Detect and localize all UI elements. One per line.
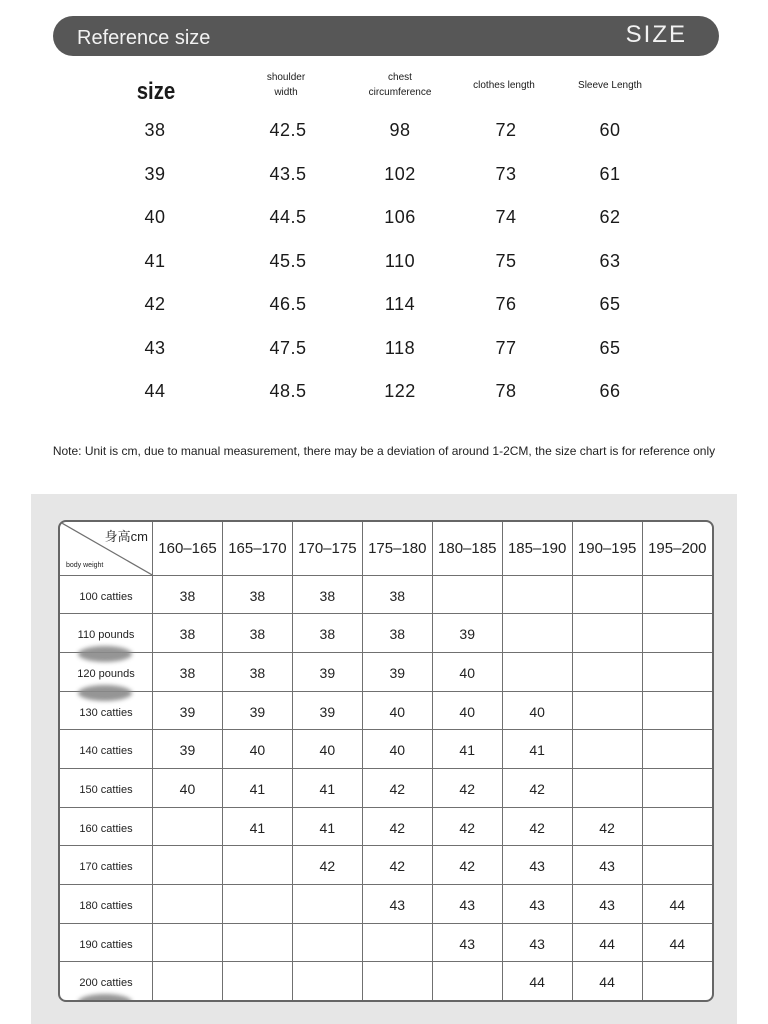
size-cell — [292, 923, 362, 962]
size-cell-sleeve-length: 62 — [599, 207, 621, 227]
weight-height-header-row — [60, 522, 712, 575]
size-cell-clothes-length: 78 — [495, 381, 517, 401]
banner-size-label: SIZE — [625, 21, 687, 48]
size-cell — [572, 691, 642, 730]
size-cell: 38 — [292, 575, 362, 614]
size-cell: 43 — [502, 846, 572, 885]
size-cell-sleeve-length: 65 — [599, 294, 621, 314]
height-column-header: 175–180 — [362, 522, 432, 575]
size-cell: 38 — [222, 614, 292, 653]
size-row — [0, 381, 768, 411]
size-cell-shoulder-width: 42.5 — [269, 120, 307, 140]
height-column-header: 185–190 — [502, 522, 572, 575]
size-cell — [153, 885, 223, 924]
weight-row-label-text: 130 catties — [79, 706, 133, 719]
size-cell: 43 — [432, 923, 502, 962]
size-cell: 42 — [432, 769, 502, 808]
weight-height-table — [58, 520, 714, 1002]
size-cell — [572, 575, 642, 614]
size-cell: 43 — [502, 923, 572, 962]
size-cell: 38 — [153, 653, 223, 692]
weight-row-label-text: 140 catties — [79, 745, 133, 758]
size-cell-shoulder-width: 46.5 — [269, 294, 307, 314]
size-row — [0, 120, 768, 150]
size-cell — [642, 807, 712, 846]
size-cell-size: 38 — [144, 120, 166, 140]
size-cell-size: 43 — [144, 337, 166, 358]
table-row — [60, 575, 712, 614]
weight-row-label — [60, 575, 153, 614]
table-row — [60, 614, 712, 653]
size-cell-size: 39 — [144, 163, 166, 184]
size-cell — [222, 885, 292, 924]
size-cell-sleeve-length: 61 — [599, 163, 621, 184]
size-cell — [362, 962, 432, 1000]
size-cell-sleeve-length: 63 — [599, 250, 621, 271]
size-cell — [362, 923, 432, 962]
size-cell — [572, 614, 642, 653]
table-row — [60, 885, 712, 924]
size-cell-chest-circumference: 98 — [389, 120, 411, 140]
size-cell — [642, 653, 712, 692]
header-banner — [53, 16, 719, 56]
size-cell: 39 — [362, 653, 432, 692]
height-column-header: 170–175 — [292, 522, 362, 575]
table-row — [60, 807, 712, 846]
size-cell: 42 — [432, 846, 502, 885]
size-cell-clothes-length: 75 — [495, 250, 517, 271]
weight-row-label-text: 180 catties — [79, 899, 133, 912]
size-cell: 41 — [292, 807, 362, 846]
weight-row-label-text: 190 catties — [79, 938, 133, 951]
size-cell: 39 — [153, 730, 223, 769]
shadow-smudge — [78, 994, 132, 1002]
size-cell-chest-circumference: 102 — [384, 163, 416, 184]
size-cell: 42 — [292, 846, 362, 885]
size-cell: 42 — [362, 846, 432, 885]
size-cell-size: 44 — [144, 381, 166, 401]
weight-row-label — [60, 923, 153, 962]
table-row — [60, 653, 712, 692]
measurement-note: Note: Unit is cm, due to manual measurement, there may be a deviation of around 1-2CM, the size chart is for reference only — [52, 444, 716, 458]
size-cell-chest-circumference: 106 — [384, 207, 416, 227]
size-cell: 39 — [292, 691, 362, 730]
size-cell: 38 — [222, 575, 292, 614]
size-cell: 44 — [502, 962, 572, 1000]
header-size: size — [136, 78, 176, 105]
size-cell: 39 — [222, 691, 292, 730]
header-shoulder-width: shoulder width — [266, 72, 306, 98]
size-cell — [642, 691, 712, 730]
size-cell — [502, 614, 572, 653]
table-row — [60, 923, 712, 962]
height-column-header: 195–200 — [642, 522, 712, 575]
weight-row-label — [60, 653, 153, 692]
size-cell: 41 — [222, 769, 292, 808]
size-cell: 43 — [572, 846, 642, 885]
corner-weight-label: body weight — [66, 561, 104, 569]
size-row — [0, 294, 768, 324]
size-cell: 38 — [153, 614, 223, 653]
height-column-header: 160–165 — [153, 522, 223, 575]
size-cell — [222, 923, 292, 962]
weight-row-label-text: 120 pounds — [77, 667, 135, 680]
size-cell-size: 42 — [144, 294, 166, 314]
weight-row-label — [60, 807, 153, 846]
size-cell-shoulder-width: 47.5 — [269, 337, 307, 358]
size-cell-clothes-length: 77 — [495, 337, 517, 358]
size-cell — [292, 885, 362, 924]
size-cell — [153, 923, 223, 962]
size-cell-sleeve-length: 66 — [599, 381, 621, 401]
size-cell: 40 — [362, 691, 432, 730]
size-cell: 43 — [502, 885, 572, 924]
size-cell: 42 — [502, 769, 572, 808]
weight-row-label — [60, 846, 153, 885]
size-cell: 40 — [153, 769, 223, 808]
size-cell-clothes-length: 76 — [495, 294, 517, 314]
table-row — [60, 730, 712, 769]
weight-row-label-text: 170 catties — [79, 861, 133, 874]
weight-row-label-text: 100 catties — [79, 590, 133, 603]
height-column-header: 180–185 — [432, 522, 502, 575]
size-cell-sleeve-length: 60 — [599, 120, 621, 140]
size-cell — [222, 846, 292, 885]
size-cell-size: 41 — [144, 250, 166, 271]
size-cell: 41 — [432, 730, 502, 769]
height-column-header: 190–195 — [572, 522, 642, 575]
weight-row-label-text: 160 catties — [79, 822, 133, 835]
size-cell-sleeve-length: 65 — [599, 337, 621, 358]
weight-row-label — [60, 885, 153, 924]
size-cell: 38 — [222, 653, 292, 692]
size-cell: 40 — [502, 691, 572, 730]
table-row — [60, 962, 712, 1000]
size-row — [0, 207, 768, 237]
size-cell-shoulder-width: 44.5 — [269, 207, 307, 227]
size-cell-clothes-length: 72 — [495, 120, 517, 140]
height-column-header: 165–170 — [222, 522, 292, 575]
size-cell — [642, 769, 712, 808]
size-cell: 42 — [502, 807, 572, 846]
header-chest-circumference: chest circumference — [368, 72, 432, 98]
size-cell: 44 — [572, 962, 642, 1000]
size-cell-shoulder-width: 43.5 — [269, 163, 307, 184]
weight-row-label-text: 200 catties — [79, 977, 133, 990]
size-cell — [642, 730, 712, 769]
size-cell: 41 — [502, 730, 572, 769]
size-row — [0, 338, 768, 368]
size-cell: 42 — [362, 769, 432, 808]
header-sleeve-length: Sleeve Length — [578, 80, 642, 91]
size-cell: 43 — [432, 885, 502, 924]
size-cell-chest-circumference: 114 — [384, 294, 416, 314]
corner-cell — [60, 522, 153, 575]
banner-title: Reference size — [77, 27, 211, 49]
weight-row-label — [60, 614, 153, 653]
size-row — [0, 251, 768, 281]
size-cell-clothes-length: 73 — [495, 163, 517, 184]
size-cell-size: 40 — [144, 207, 166, 227]
size-cell: 43 — [362, 885, 432, 924]
size-cell: 42 — [432, 807, 502, 846]
size-cell — [572, 769, 642, 808]
size-cell: 40 — [292, 730, 362, 769]
size-cell: 39 — [432, 614, 502, 653]
size-cell — [642, 575, 712, 614]
size-cell-clothes-length: 74 — [495, 207, 517, 227]
size-cell: 38 — [362, 575, 432, 614]
size-cell-chest-circumference: 118 — [384, 337, 416, 358]
size-cell — [222, 962, 292, 1000]
size-cell: 41 — [222, 807, 292, 846]
size-cell-chest-circumference: 122 — [384, 381, 416, 401]
size-cell — [502, 575, 572, 614]
header-clothes-length: clothes length — [473, 80, 535, 91]
size-cell — [642, 962, 712, 1000]
size-cell-chest-circumference: 110 — [384, 250, 416, 271]
size-cell — [502, 653, 572, 692]
size-cell — [432, 575, 502, 614]
size-cell: 40 — [432, 691, 502, 730]
weight-row-label — [60, 962, 153, 1000]
size-cell: 40 — [362, 730, 432, 769]
size-row — [0, 164, 768, 194]
size-cell — [153, 962, 223, 1000]
corner-height-label: 身高cm — [104, 529, 148, 544]
size-cell: 43 — [572, 885, 642, 924]
size-cell — [432, 962, 502, 1000]
size-cell: 40 — [222, 730, 292, 769]
size-cell-shoulder-width: 45.5 — [269, 250, 307, 271]
size-cell: 44 — [572, 923, 642, 962]
table-row — [60, 691, 712, 730]
size-cell — [292, 962, 362, 1000]
size-cell-shoulder-width: 48.5 — [269, 381, 307, 401]
size-cell — [153, 846, 223, 885]
table-row — [60, 846, 712, 885]
size-cell: 42 — [362, 807, 432, 846]
weight-row-label — [60, 769, 153, 808]
size-table-header — [0, 70, 768, 110]
size-cell: 39 — [292, 653, 362, 692]
size-cell: 41 — [292, 769, 362, 808]
weight-row-label-text: 110 pounds — [77, 629, 135, 642]
size-cell — [153, 807, 223, 846]
size-cell: 44 — [642, 923, 712, 962]
size-cell: 38 — [153, 575, 223, 614]
size-cell: 38 — [362, 614, 432, 653]
size-cell — [642, 846, 712, 885]
size-cell — [642, 614, 712, 653]
weight-row-label — [60, 730, 153, 769]
size-cell: 38 — [292, 614, 362, 653]
size-cell: 44 — [642, 885, 712, 924]
size-cell: 42 — [572, 807, 642, 846]
table-row — [60, 769, 712, 808]
size-cell — [572, 653, 642, 692]
size-cell: 39 — [153, 691, 223, 730]
size-cell — [572, 730, 642, 769]
size-cell: 40 — [432, 653, 502, 692]
weight-row-label-text: 150 catties — [79, 783, 133, 796]
weight-row-label — [60, 691, 153, 730]
